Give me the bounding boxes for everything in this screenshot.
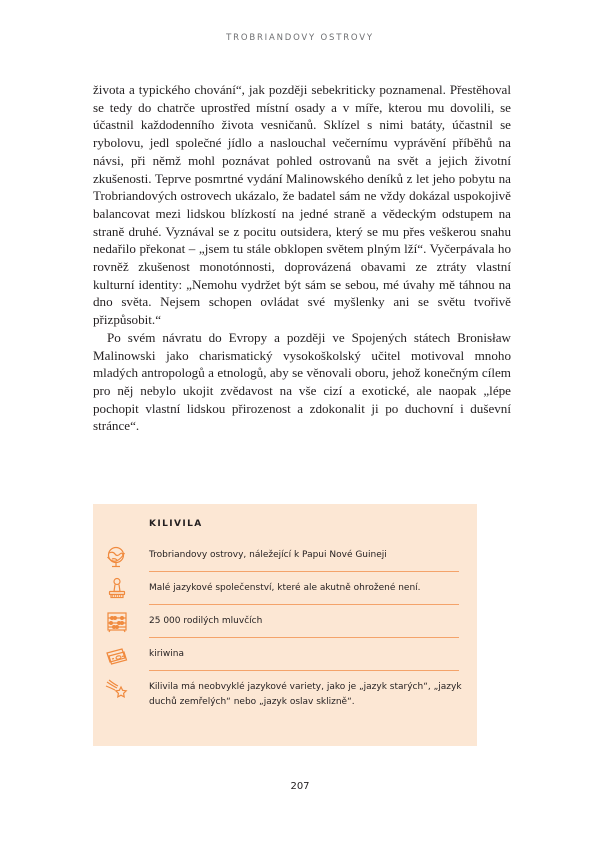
abacus-icon [103, 610, 131, 634]
paragraph: života a typického chování“, jak později sebekriticky poznamenal. Přestěhoval se tedy do chatrče uprostřed místní osady a v míře, kterou mu dovolili, se účastnil každodenního života vesničanů. Sklízel s nimi batáty, účastnil se rybolovu, jedl společné jídlo a naslouchal večernímu vyprávění příběhů na návsi, při němž mohl poznávat pohled ostrovanů na svět a jejich životní zkušenosti. Teprve posmrtné vydání Malinowského deníků z let jeho pobytu na Trobriandových ostrovech ukázalo, že badatel sám ne vždy dokázal uspokojivě balancovat mezi lidskou blízkostí na jedné straně a vědeckým odstupem na straně druhé. Vyznával se z pocitu outsidera, který se mu přes veškerou snahu nedařilo překonat – „jsem tu stále obklopen světem plným lží“. Vyčerpávala ho rovněž zkušenost monotónnosti, doprovázená obavami ze ztráty vlastní kulturní identity: „Nemohu vydržet být sám se sebou, mé úvahy mě táhnou na dno světa. Nejsem schopen ovládat své myšlenky ani se světu tvořivě přizpůsobit.“ [93, 82, 511, 328]
stamp-icon [103, 577, 131, 601]
info-text-other-name: kiriwina [149, 649, 184, 659]
running-head: TROBRIANDOVY OSTROVY [226, 33, 374, 43]
divider [149, 571, 459, 572]
info-text-endangerment: Malé jazykové společenství, které ale akutně ohrožené není. [149, 583, 421, 593]
globe-icon [103, 545, 131, 569]
info-text-speakers: 25 000 rodilých mluvčích [149, 616, 263, 626]
infobox-title: KILIVILA [149, 519, 203, 529]
divider [149, 604, 459, 605]
divider [149, 637, 459, 638]
info-text-location: Trobriandovy ostrovy, náležející k Papui Nové Guineji [149, 550, 387, 560]
shooting-star-icon [103, 678, 131, 702]
language-info-box [93, 504, 477, 746]
paragraph: Po svém návratu do Evropy a později ve Spojených státech Bronisław Malinowski jako charismatický vysokoškolský učitel motivoval mnoho mladých antropologů a etnologů, aby se věnovali oboru, jehož konečným cílem pro něj nebylo ukojit zvědavost na vše cizí a exotické, ale naopak „lépe pochopit vlastní lidskou přirozenost a zdokonalit ji po duchovní i duševní stránce“. [93, 329, 511, 434]
banknotes-icon [103, 644, 131, 668]
info-text-curiosity: Kilivila má neobvyklé jazykové variety, jako je „jazyk starých“, „jazyk duchů zemřelých“ nebo „jazyk oslav sklizně“. [149, 682, 462, 707]
divider [149, 670, 459, 671]
body-text [93, 81, 511, 435]
page-number: 207 [290, 781, 310, 792]
